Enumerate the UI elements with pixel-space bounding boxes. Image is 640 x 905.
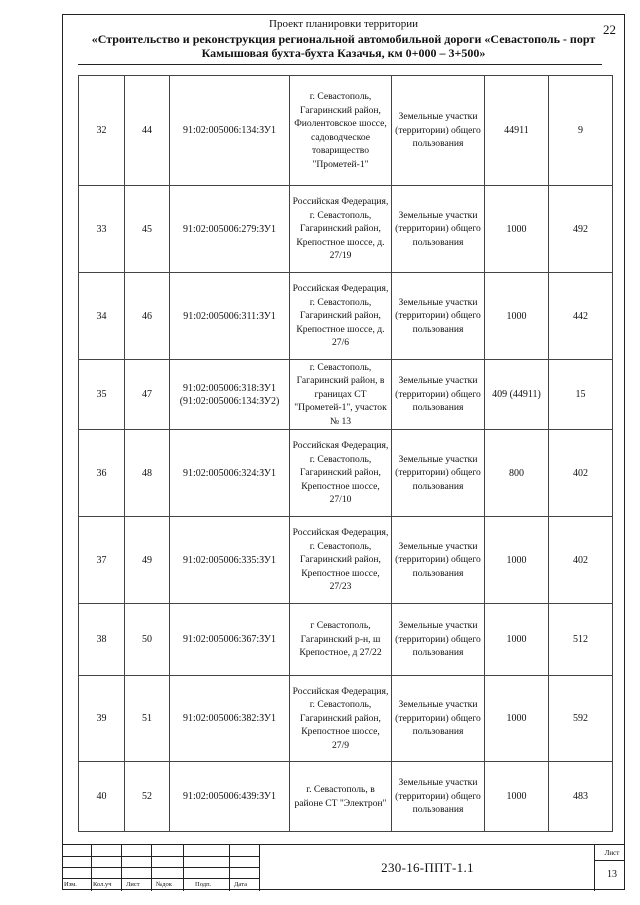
- address: Российская Федерация, г. Севастополь, Гагаринский район, Крепостное шоссе, д. 27/6: [290, 273, 392, 360]
- table-row: [79, 676, 613, 762]
- area: 1000: [485, 604, 549, 676]
- parcel-number: 44: [125, 76, 170, 186]
- address: Российская Федерация, г. Севастополь, Гагаринский район, Крепостное шоссе, д. 27/19: [290, 186, 392, 273]
- label-list: Лист: [126, 881, 140, 888]
- header-divider: [78, 64, 602, 65]
- parcel-number: 47: [125, 360, 170, 430]
- label-ndok: №док: [156, 881, 172, 888]
- part-area: 483: [549, 762, 613, 832]
- table-row: [79, 360, 613, 430]
- parcel-number: 52: [125, 762, 170, 832]
- cadastral-number: 91:02:005006:382:ЗУ1: [170, 676, 290, 762]
- label-data: Дата: [234, 881, 247, 888]
- land-type: Земельные участки (территории) общего пользования: [392, 676, 485, 762]
- address: Российская Федерация, г. Севастополь, Гагаринский район, Крепостное шоссе, 27/10: [290, 430, 392, 517]
- area: 800: [485, 430, 549, 517]
- land-type: Земельные участки (территории) общего пользования: [392, 76, 485, 186]
- row-index: 39: [79, 676, 125, 762]
- row-index: 38: [79, 604, 125, 676]
- parcel-number: 45: [125, 186, 170, 273]
- page-number: 22: [603, 22, 616, 37]
- cadastral-number: 91:02:005006:279:ЗУ1: [170, 186, 290, 273]
- table-row: [79, 430, 613, 517]
- sheet-label: Лист: [604, 849, 620, 857]
- cadastral-number: 91:02:005006:311:ЗУ1: [170, 273, 290, 360]
- parcel-number: 48: [125, 430, 170, 517]
- label-izm: Изм.: [64, 881, 77, 888]
- parcel-number: 49: [125, 517, 170, 604]
- header-name-line2: Камышовая бухта-бухта Казачья, км 0+000 – 3+500»: [201, 46, 486, 60]
- land-type: Земельные участки (территории) общего пользования: [392, 273, 485, 360]
- area: 1000: [485, 762, 549, 832]
- address: г. Севастополь, Гагаринский район, Фиолентовское шоссе, садоводческое товарищество "Прометей-1": [290, 76, 392, 186]
- area: 409 (44911): [485, 360, 549, 430]
- cadastral-number: 91:02:005006:439:ЗУ1: [170, 762, 290, 832]
- title-block: [62, 844, 625, 890]
- part-area: 592: [549, 676, 613, 762]
- land-type: Земельные участки (территории) общего пользования: [392, 186, 485, 273]
- label-kol-uch: Кол.уч: [93, 881, 112, 888]
- header-project-title: Проект планировки территории: [269, 18, 418, 30]
- area: 1000: [485, 676, 549, 762]
- header-project-name: [62, 32, 625, 60]
- row-index: 36: [79, 430, 125, 517]
- cadastral-number: 91:02:005006:318:ЗУ1 (91:02:005006:134:ЗУ2): [170, 360, 290, 430]
- address: г. Севастополь, в районе СТ "Электрон": [290, 762, 392, 832]
- table-row: [79, 517, 613, 604]
- area: 1000: [485, 273, 549, 360]
- parcel-number: 50: [125, 604, 170, 676]
- row-index: 35: [79, 360, 125, 430]
- parcel-number: 46: [125, 273, 170, 360]
- land-type: Земельные участки (территории) общего пользования: [392, 604, 485, 676]
- address: г Севастополь, Гагаринский р-н, ш Крепостное, д 27/22: [290, 604, 392, 676]
- sheet-number: 13: [607, 869, 617, 880]
- part-area: 15: [549, 360, 613, 430]
- cadastral-number: 91:02:005006:335:ЗУ1: [170, 517, 290, 604]
- row-index: 32: [79, 76, 125, 186]
- land-type: Земельные участки (территории) общего пользования: [392, 517, 485, 604]
- area: 1000: [485, 186, 549, 273]
- row-index: 37: [79, 517, 125, 604]
- cadastral-number: 91:02:005006:367:ЗУ1: [170, 604, 290, 676]
- land-type: Земельные участки (территории) общего пользования: [392, 430, 485, 517]
- cadastral-number: 91:02:005006:324:ЗУ1: [170, 430, 290, 517]
- label-podp: Подп.: [195, 881, 212, 888]
- document-code: 230-16-ППТ-1.1: [381, 860, 474, 875]
- part-area: 402: [549, 430, 613, 517]
- table-row: [79, 604, 613, 676]
- parcel-number: 51: [125, 676, 170, 762]
- area: 44911: [485, 76, 549, 186]
- land-type: Земельные участки (территории) общего пользования: [392, 762, 485, 832]
- row-index: 40: [79, 762, 125, 832]
- table-row: [79, 76, 613, 186]
- header-name-line1: «Строительство и реконструкция региональной автомобильной дороги «Севастополь - порт: [91, 32, 596, 46]
- address: Российская Федерация, г. Севастополь, Гагаринский район, Крепостное шоссе, 27/23: [290, 517, 392, 604]
- cadastral-number: 91:02:005006:134:ЗУ1: [170, 76, 290, 186]
- row-index: 34: [79, 273, 125, 360]
- land-parcels-table: [78, 75, 613, 832]
- part-area: 492: [549, 186, 613, 273]
- table-row: [79, 273, 613, 360]
- table-row: [79, 762, 613, 832]
- part-area: 9: [549, 76, 613, 186]
- land-type: Земельные участки (территории) общего пользования: [392, 360, 485, 430]
- table-body: [79, 76, 613, 832]
- address: г. Севастополь, Гагаринский район, в границах СТ "Прометей-1", участок № 13: [290, 360, 392, 430]
- part-area: 512: [549, 604, 613, 676]
- row-index: 33: [79, 186, 125, 273]
- area: 1000: [485, 517, 549, 604]
- part-area: 442: [549, 273, 613, 360]
- part-area: 402: [549, 517, 613, 604]
- table-row: [79, 186, 613, 273]
- address: Российская Федерация, г. Севастополь, Гагаринский район, Крепостное шоссе, 27/9: [290, 676, 392, 762]
